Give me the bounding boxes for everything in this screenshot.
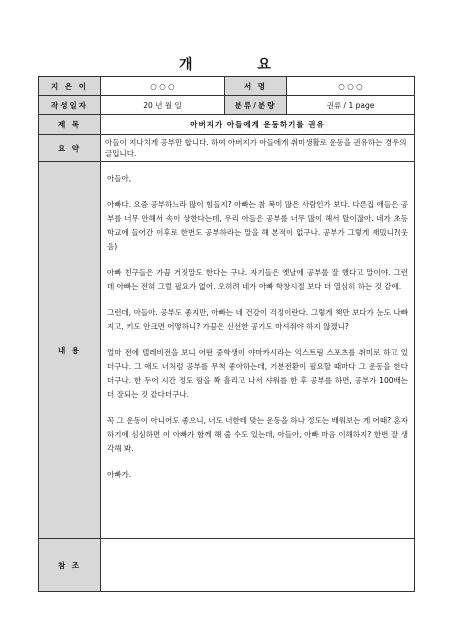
outline-form-table	[38, 76, 415, 592]
content-paragraph-1: 아들아,	[107, 174, 132, 183]
content-label: 내 용	[39, 162, 101, 539]
content-paragraph-2: 아빠다. 요즘 공부하느라 많이 힘들지? 아빠는 참 복이 많은 사람인가 보다. 다른집 애들은 공부를 너무 안해서 속이 상한다는데, 우리 아들은 공부를 너무 많이 해서 탈이잖아. 네가 초등학교에 들어간 이후로 한번도 공부하라는 말을 해 본적이 없구나. 공부가 그렇게 재밌니?(웃음)	[107, 200, 408, 251]
category-value[interactable]: 권류 / 1 page	[287, 96, 415, 115]
summary-row	[39, 135, 415, 162]
signature-value[interactable]: ○ ○ ○	[287, 77, 415, 96]
reference-row	[39, 539, 415, 592]
summary-label: 요 약	[39, 135, 101, 162]
date-label: 작성일자	[39, 96, 101, 115]
subject-row	[39, 115, 415, 135]
author-row	[39, 77, 415, 96]
content-body[interactable]	[101, 162, 415, 539]
reference-value[interactable]	[101, 539, 415, 592]
content-row	[39, 162, 415, 539]
content-paragraph-5: 얼마 전에 텔레비전을 보니 어떤 중학생이 야마카시라는 익스트림 스포츠를 취미로 하고 있더구나. 그 애도 너처럼 공부를 무척 좋아하는데, 기분전환이 필요할 때마다 그 운동을 한다더구나. 한 두어 시간 정도 땀을 쫙 흘리고 나서 샤워를 한 후 공부를 하면, 공부가 100배는 더 잘되는 것 같다더구나.	[107, 348, 408, 399]
signature-label: 서 명	[225, 77, 287, 96]
category-label: 분류/분량	[225, 96, 287, 115]
content-paragraph-7: 아빠가.	[107, 470, 132, 479]
reference-label: 참 조	[39, 539, 101, 592]
content-paragraph-3: 아빠 친구들은 가끔 거짓말도 한다는 구나. 자기들은 옛날에 공부를 잘 했다고 말이야. 그런데 아빠는 전혀 그럴 필요가 없어. 오히려 네가 아빠 학창시절 보다 더 열심히 하는 것 같애.	[107, 268, 408, 291]
author-label: 지 은 이	[39, 77, 101, 96]
date-value[interactable]: 20 년 월 일	[101, 96, 225, 115]
summary-value[interactable]: 아들이 지나치게 공부만 합니다. 하여 아버지가 아들에게 취미생활로 운동을 권유하는 경우의 글입니다.	[101, 135, 415, 162]
subject-label: 제 목	[39, 115, 101, 135]
content-paragraph-4: 그런데, 아들아. 공부도 좋지만, 아빠는 네 건강이 걱정이란다. 그렇게 책만 보다가 눈도 나빠지고, 키도 안크면 어떻하니? 가끔은 신선한 공기도 마셔줘야 하지 않겠니?	[107, 308, 408, 331]
subject-value[interactable]: 아버지가 아들에게 운동하기를 권유	[101, 115, 415, 135]
author-value[interactable]: ○ ○ ○	[101, 77, 225, 96]
content-paragraph-6: 꼭 그 운동이 아니어도 좋으니, 너도 너한테 맞는 운동을 하나 정도는 배워보는 게 어때? 혼자 하기에 심심하면 이 아빠가 함께 해 줄 수도 있는데, 아들아, 아빠 마음 이해하지? 한번 잘 생각해 봐.	[107, 416, 408, 453]
date-row	[39, 96, 415, 115]
document-title: 개 요	[179, 57, 301, 73]
